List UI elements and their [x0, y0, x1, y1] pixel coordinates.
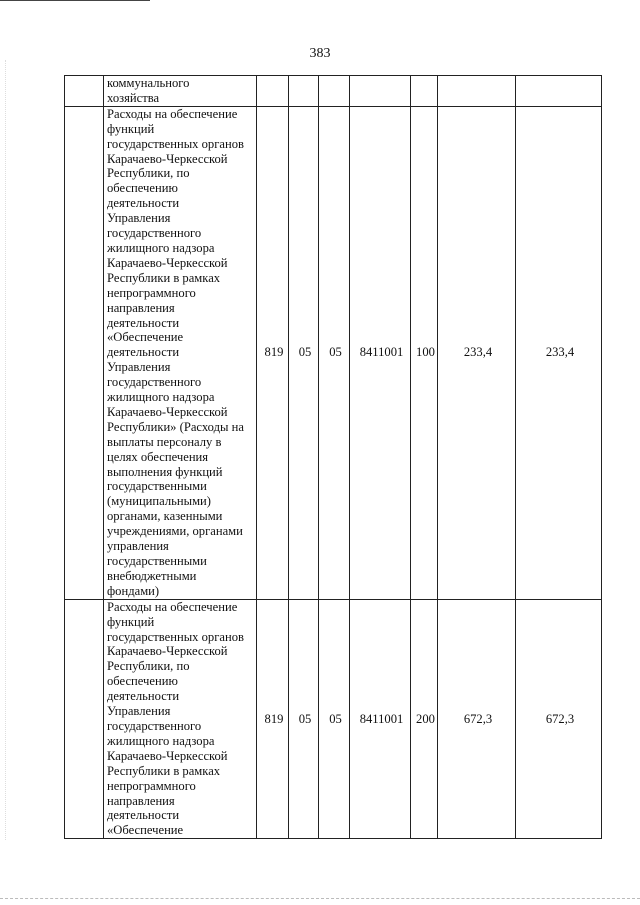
code-cell: 819 — [257, 599, 289, 839]
code-cell — [257, 76, 289, 107]
description-cell — [104, 599, 257, 839]
scan-bottom-mark — [0, 898, 640, 899]
target-article-cell: 8411001 — [350, 106, 411, 599]
amount-year1-cell — [438, 76, 516, 107]
row-number-cell — [65, 106, 104, 599]
description-text: коммунального хозяйства — [107, 76, 190, 105]
description-text: Расходы на обеспечение функций государственных органов Карачаево-Черкесской Республики, по обеспечению деятельности Управления государственного жилищного надзора Карачаево-Черкесской Республики в рамках непрограммного направления деятельности «Обеспечение — [107, 599, 244, 838]
target-article-cell — [350, 76, 411, 107]
page-number: 383 — [309, 46, 331, 61]
expense-type-cell: 100 — [411, 106, 438, 599]
expense-type-cell — [411, 76, 438, 107]
subsection-cell: 05 — [319, 599, 350, 839]
section-cell: 05 — [289, 599, 319, 839]
table-row — [65, 106, 602, 599]
scan-margin-mark — [5, 60, 6, 840]
subsection-cell: 05 — [319, 106, 350, 599]
section-cell — [289, 76, 319, 107]
description-cell — [104, 76, 257, 107]
table-row — [65, 599, 602, 839]
expense-type-cell: 200 — [411, 599, 438, 839]
amount-year1-cell: 672,3 — [438, 599, 516, 839]
amount-year2-cell: 233,4 — [516, 106, 602, 599]
target-article-cell: 8411001 — [350, 599, 411, 839]
amount-year1-cell: 233,4 — [438, 106, 516, 599]
table-row — [65, 76, 602, 107]
description-text: Расходы на обеспечение функций государственных органов Карачаево-Черкесской Республики, по обеспечению деятельности Управления государственного жилищного надзора Карачаево-Черкесской Республики в рамках непрограммного направления деятельности «Обеспечение деятельности Управления государственного жилищного надзора Карачаево-Черкесской Республики» (Расходы на выплаты персоналу в целях обеспечения выполнения функций государственными (муниципальными) органами, казенными учреждениями, органами управления государственными внебюджетными фондами) — [107, 106, 244, 598]
amount-year2-cell — [516, 76, 602, 107]
subsection-cell — [319, 76, 350, 107]
row-number-cell — [65, 599, 104, 839]
section-cell: 05 — [289, 106, 319, 599]
row-number-cell — [65, 76, 104, 107]
description-cell — [104, 106, 257, 599]
code-cell: 819 — [257, 106, 289, 599]
top-rule — [0, 0, 150, 1]
amount-year2-cell: 672,3 — [516, 599, 602, 839]
budget-table — [64, 75, 602, 839]
